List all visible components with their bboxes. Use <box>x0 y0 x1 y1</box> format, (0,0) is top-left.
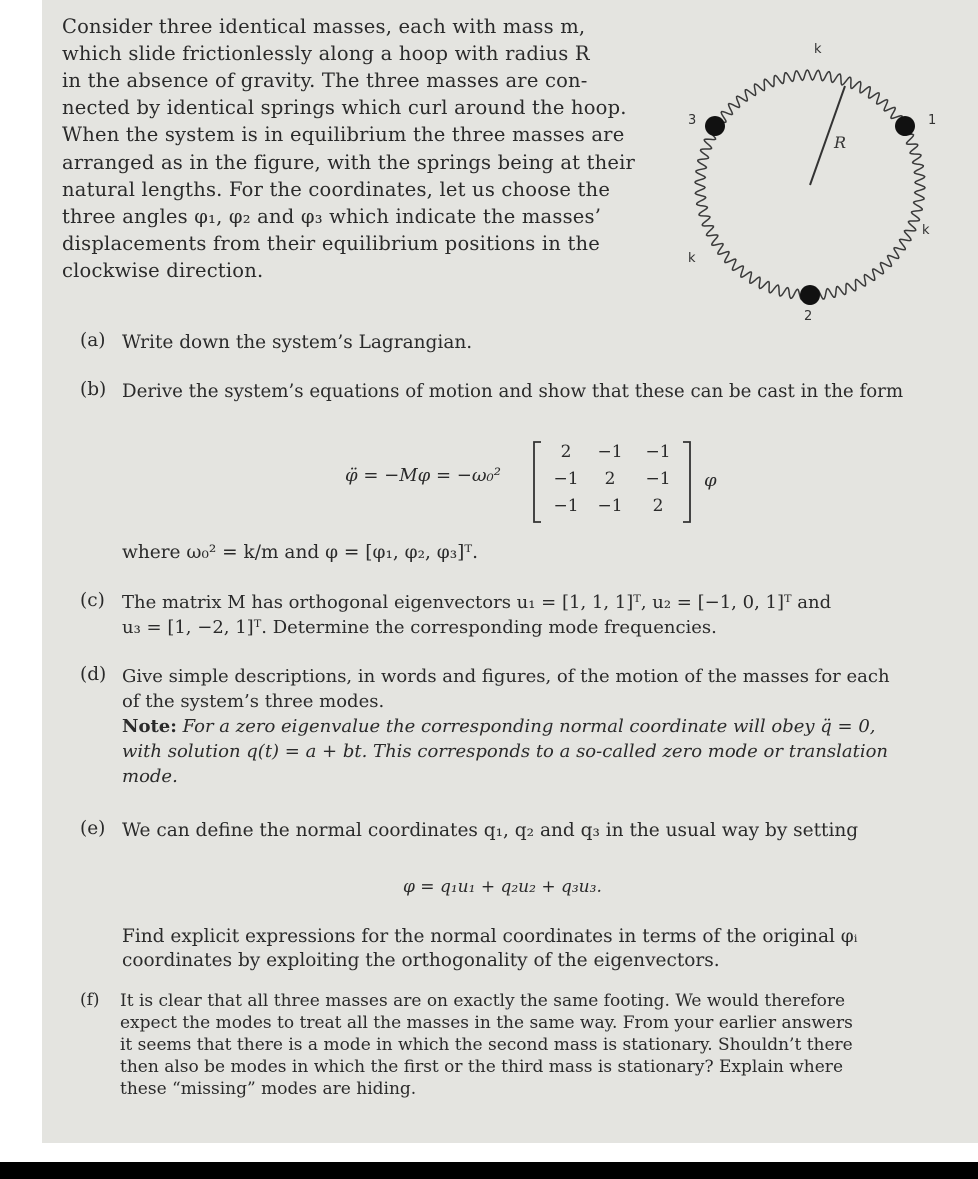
spring-3 <box>810 130 925 300</box>
note-text: For a zero eigenvalue the corresponding normal coordinate will obey q̈ = 0, <box>182 716 876 737</box>
part-c-line: u₃ = [1, −2, 1]ᵀ. Determine the corresponding mode frequencies. <box>122 617 717 638</box>
spring-1 <box>715 70 909 131</box>
intro-line: When the system is in equilibrium the three masses are <box>62 123 625 146</box>
part-e-line: We can define the normal coordinates q₁, q₂ and q₃ in the usual way by setting <box>122 820 859 841</box>
mass-label-2: 2 <box>804 309 813 324</box>
intro-line: which slide frictionlessly along a hoop with radius R <box>62 42 590 65</box>
part-f-line: expect the modes to treat all the masses in the same way. From your earlier answers <box>120 1013 853 1033</box>
intro-line: natural lengths. For the coordinates, let us choose the <box>62 178 611 201</box>
part-c-line: The matrix M has orthogonal eigenvectors u₁ = [1, 1, 1]ᵀ, u₂ = [−1, 0, 1]ᵀ and <box>122 592 832 613</box>
part-e-line: Find explicit expressions for the normal coordinates in terms of the original φᵢ <box>122 926 858 947</box>
part-d-line: Give simple descriptions, in words and figures, of the motion of the masses for each <box>122 666 890 687</box>
matrix-cell: −1 <box>597 442 623 462</box>
hoop-diagram <box>664 20 964 330</box>
part-d-note <box>122 714 876 740</box>
part-d-label: (d) <box>80 664 107 685</box>
part-b-text: Derive the system’s equations of motion and show that these can be cast in the form <box>122 381 904 402</box>
equation-b-lhs: φ̈ = −Mφ = −ω₀² <box>345 465 501 486</box>
part-a-label: (a) <box>80 330 106 351</box>
matrix-cell: 2 <box>652 496 664 516</box>
part-a-text: Write down the system’s Lagrangian. <box>122 332 473 353</box>
spring-label-right: k <box>922 223 930 238</box>
matrix-cell: −1 <box>645 469 671 489</box>
matrix-M <box>532 440 692 524</box>
matrix-cell: 2 <box>604 469 616 489</box>
part-f-line: it seems that there is a mode in which the second mass is stationary. Shouldn’t there <box>120 1035 853 1055</box>
matrix-cell: −1 <box>645 442 671 462</box>
intro-line: in the absence of gravity. The three masses are con- <box>62 69 588 92</box>
part-f-line: these “missing” modes are hiding. <box>120 1079 417 1099</box>
part-d-line: of the system’s three modes. <box>122 691 385 712</box>
spring-2 <box>695 129 810 299</box>
intro-line: nected by identical springs which curl around the hoop. <box>62 96 627 119</box>
equation-b-tail: φ <box>704 470 717 491</box>
part-d-note: mode. <box>122 766 178 787</box>
part-e-equation: φ = q₁u₁ + q₂u₂ + q₃u₃. <box>403 877 602 897</box>
bottom-bar <box>0 1162 978 1179</box>
part-b-where: where ω₀² = k/m and φ = [φ₁, φ₂, φ₃]ᵀ. <box>122 542 479 563</box>
part-f-line: then also be modes in which the first or the third mass is stationary? Explain where <box>120 1057 843 1077</box>
spring-label-left: k <box>688 251 696 266</box>
part-b-label: (b) <box>80 379 107 400</box>
intro-line: three angles φ₁, φ₂ and φ₃ which indicate the masses’ <box>62 205 602 228</box>
matrix-cell: −1 <box>553 496 579 516</box>
matrix-cell: −1 <box>553 469 579 489</box>
spring-label-top: k <box>814 42 822 57</box>
part-e-label: (e) <box>80 818 106 839</box>
note-label: Note: <box>122 716 177 737</box>
part-f-label: (f) <box>80 990 100 1010</box>
mass-label-3: 3 <box>688 113 697 128</box>
part-c-label: (c) <box>80 590 105 611</box>
part-e-line: coordinates by exploiting the orthogonality of the eigenvectors. <box>122 950 720 971</box>
part-f-line: It is clear that all three masses are on exactly the same footing. We would therefore <box>120 991 846 1011</box>
intro-line: clockwise direction. <box>62 259 264 282</box>
mass-1 <box>895 116 915 136</box>
part-d-note: with solution q(t) = a + bt. This corresponds to a so-called zero mode or translation <box>122 741 889 762</box>
intro-line: Consider three identical masses, each with mass m, <box>62 15 586 38</box>
intro-line: arranged as in the figure, with the springs being at their <box>62 151 636 174</box>
mass-label-1: 1 <box>928 113 937 128</box>
intro-line: displacements from their equilibrium positions in the <box>62 232 600 255</box>
mass-3 <box>705 116 725 136</box>
radius-label: R <box>834 133 847 152</box>
matrix-cell: 2 <box>560 442 572 462</box>
matrix-cell: −1 <box>597 496 623 516</box>
mass-2 <box>800 285 820 305</box>
